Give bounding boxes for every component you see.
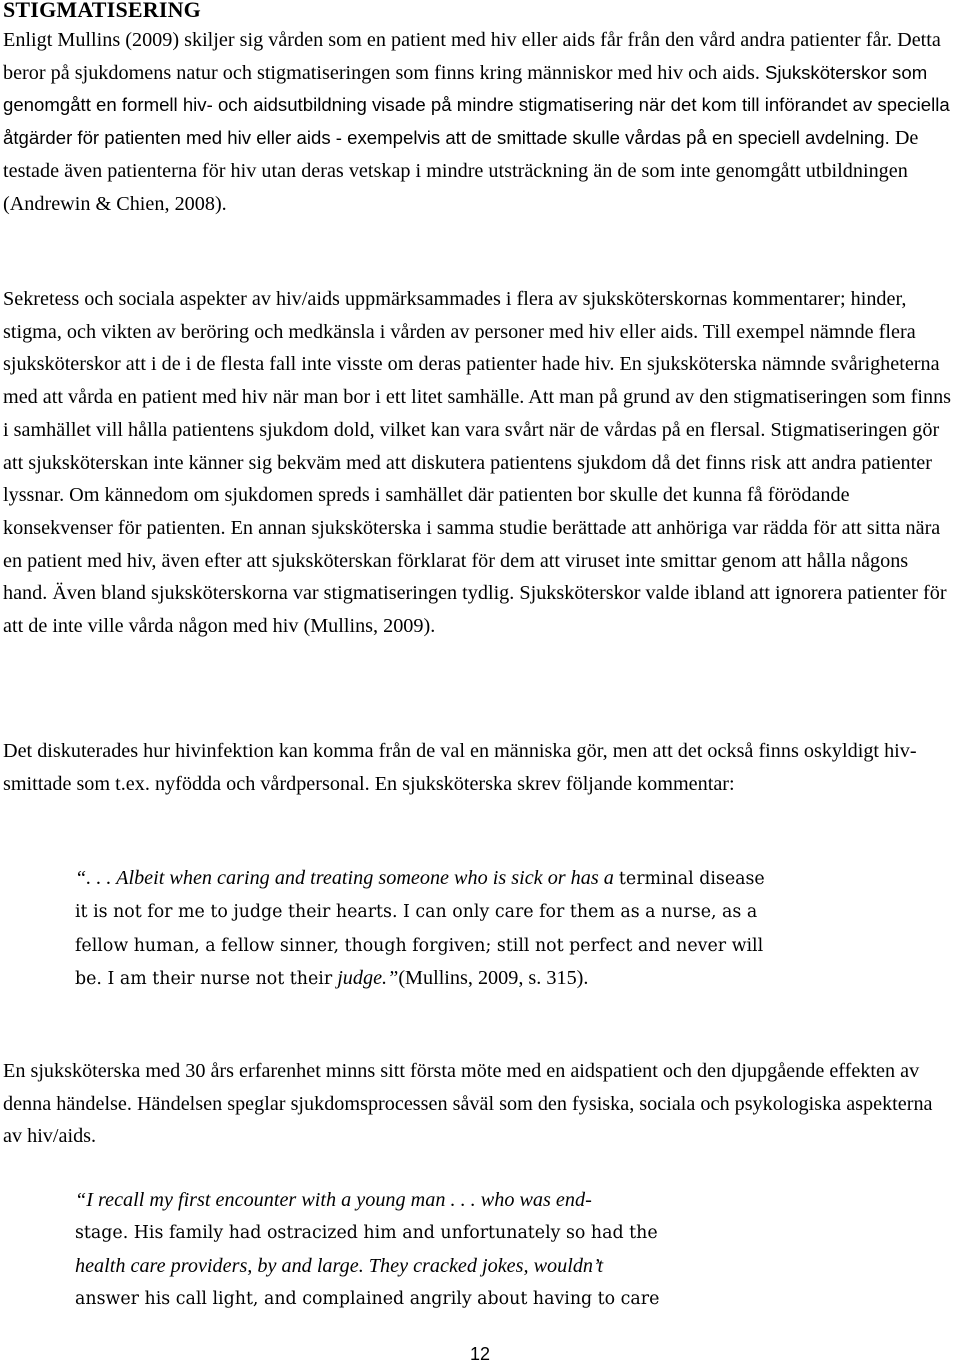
paragraph-intro: [3, 24, 953, 220]
quote-citation: (Mullins, 2009, s. 315).: [398, 967, 589, 990]
paragraph-intro-part-c: De testade även patienterna för hiv utan deras vetskap i mindre utsträckning än de som inte genomgått utbildningen (Andrewin & Chien, 2008).: [3, 127, 919, 215]
quote-opening: “. . . Albeit when caring and treating someone who is sick or has a: [75, 867, 614, 889]
quote-body: terminal disease it is not for me to judge their hearts. I can only care for them as a nurse, as a fellow human, a fellow sinner, though forgiven; still not perfect and never will be. I am their nurse not their: [75, 869, 765, 990]
paragraph-discussion: Det diskuterades hur hivinfektion kan komma från de val en människa gör, men att det också finns oskyldigt hiv-smittade som t.ex. nyfödda och vårdpersonal. En sjuksköterska skrev följande kommentar:: [3, 740, 917, 795]
quote2-body: stage. His family had ostracized him and unfortunately so had the: [75, 1223, 658, 1244]
paragraph-secrecy: Sekretess och sociala aspekter av hiv/aids uppmärksammades i flera av sjuksköterskornas kommentarer; hinder, stigma, och vikten av beröring och medkänsla i vården av personer med hiv eller aids. Till exempel nämnde flera sjuksköterskor att i de i de flesta fall inte visste om deras patienter hade hiv. En sjuksköterska nämnde svårigheterna med att vårda en patient med hiv när man bor i ett litet samhälle. Att man på grund av den stigmatiseringen som finns i samhället vill hålla patientens sjukdom dold, vilket kan vara svårt när de vårdas på en flersal. Stigmatiseringen gör att sjuksköterskan inte känner sig bekväm med att diskutera patientens sjukdom då det finns risk att andra patienter lyssnar. Om kännedom om sjukdomen spreds i samhället där patienten bor skulle det kunna få förödande konsekvenser för patienten. En annan sjuksköterska i samma studie berättade att anhöriga var rädda för att sitta nära en patient med hiv, även efter att sjuksköterskan förklarat för dem att viruset inte smittar genom att hålla någons hand. Även bland sjuksköterskorna var stigmatiseringen tydlig. Sjuksköterskor valde ibland att ignorera patienter för att de inte ville vårda någon med hiv (Mullins, 2009).: [3, 288, 952, 638]
block-quote-recall: [75, 1184, 765, 1316]
block-quote-mullins: [75, 862, 765, 996]
quote-closing: judge.”: [337, 967, 399, 990]
quote2-opening: “I recall my first encounter with a young man . . . who was end-: [75, 1189, 592, 1211]
quote2-italic-middle: health care providers, by and large. They cracked jokes, wouldn’t: [75, 1254, 604, 1277]
quote2-body-end: answer his call light, and complained angrily about having to care: [75, 1289, 660, 1310]
page-number: 12: [469, 1344, 491, 1364]
paragraph-experience: En sjuksköterska med 30 års erfarenhet minns sitt första möte med en aidspatient och den djupgående effekten av denna händelse. Händelsen speglar sjukdomsprocessen såväl som den fysiska, sociala och psykologiska aspekterna av hiv/aids.: [3, 1060, 933, 1148]
paragraph-intro-part-a: Enligt Mullins (2009) skiljer sig vården som en patient med hiv eller aids får från den vård andra patienter får. Detta beror på sjukdomens natur och stigmatiseringen som finns kring människor med hiv och aids.: [3, 29, 941, 84]
paragraph-intro-part-b: Sjuksköterskor som genomgått en formell hiv- och aidsutbildning visade på mindre stigmatisering när det kom till införandet av speciella åtgärder för patienten med hiv eller aids - exempelvis att de smittade skulle vårdas på en speciell avdelning.: [3, 61, 950, 149]
section-heading: STIGMATISERING: [3, 0, 201, 22]
